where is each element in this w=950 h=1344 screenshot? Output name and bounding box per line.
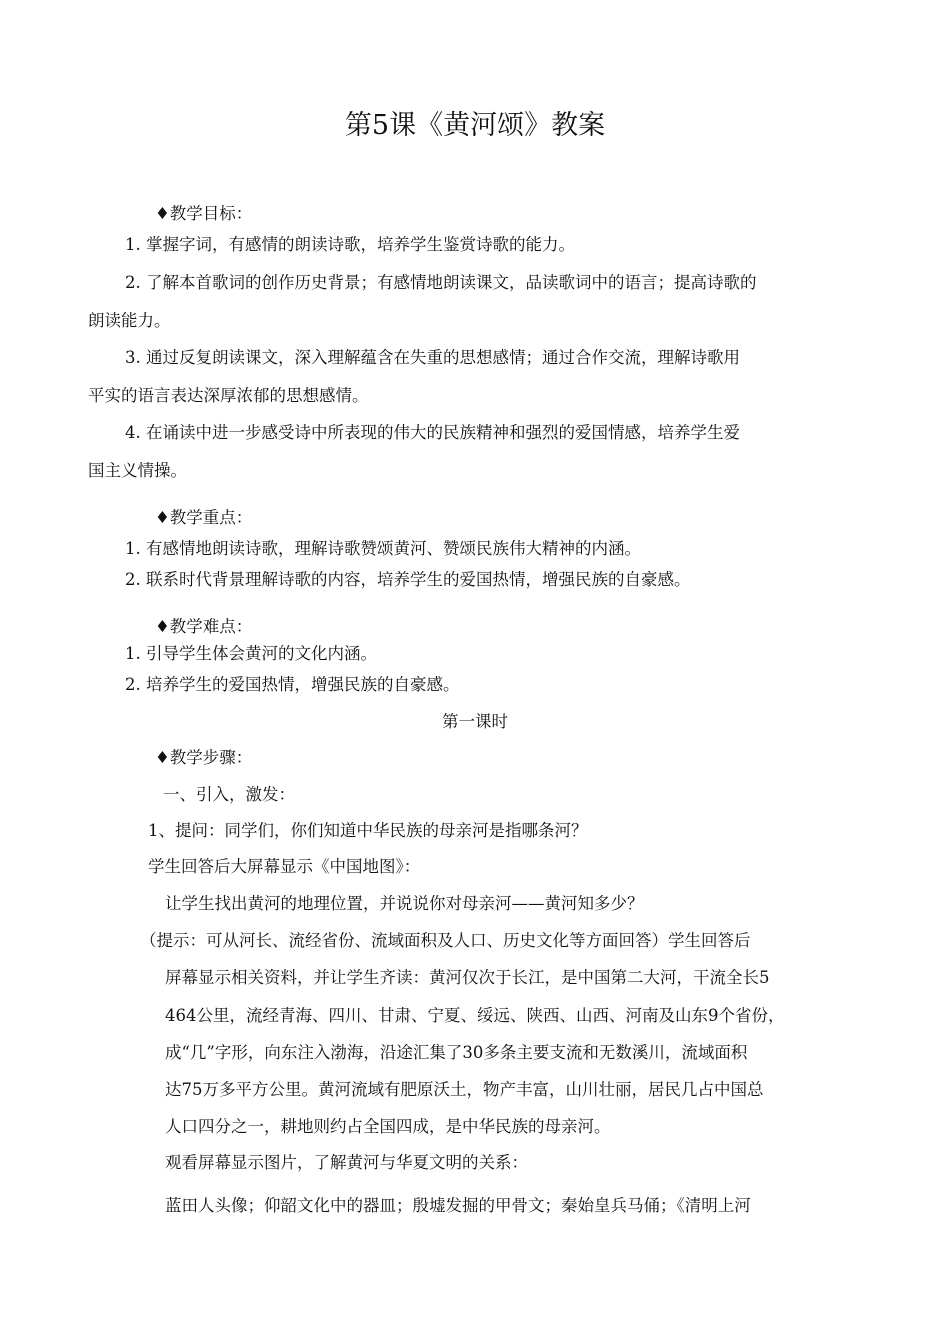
goal-1: 1. 掌握字词，有感情的朗读诗歌，培养学生鉴赏诗歌的能力。 bbox=[125, 235, 575, 254]
goal-4-line-2: 国主义情操。 bbox=[88, 461, 187, 480]
hint-line-4: 成“几”字形，向东注入渤海，沿途汇集了30多条主要支流和无数溪川，流域面积 bbox=[165, 1043, 748, 1062]
hint-line-3: 464公里，流经青海、四川、甘肃、宁夏、绥远、陕西、山西、河南及山东9个省份， bbox=[165, 1006, 785, 1025]
question-1: 1、提问：同学们，你们知道中华民族的母亲河是指哪条河？ bbox=[148, 821, 588, 840]
images-list: 蓝田人头像；仰韶文化中的器皿；殷墟发掘的甲骨文；秦始皇兵马俑；《清明上河 bbox=[165, 1196, 751, 1215]
difficulty-2: 2. 培养学生的爱国热情，增强民族的自豪感。 bbox=[125, 675, 460, 694]
hint-line-1: （提示：可从河长、流经省份、流域面积及人口、历史文化等方面回答）学生回答后 bbox=[140, 931, 751, 950]
key-points-heading: ♦教学重点： bbox=[155, 508, 253, 527]
hint-line-2: 屏幕显示相关资料，并让学生齐读：黄河仅次于长江，是中国第二大河，干流全长5 bbox=[165, 968, 770, 987]
goal-3-line-2: 平实的语言表达深厚浓郁的思想感情。 bbox=[88, 386, 369, 405]
watch-instruction: 观看屏幕显示图片，了解黄河与华夏文明的关系： bbox=[165, 1153, 528, 1172]
difficulties-heading: ♦教学难点： bbox=[155, 617, 253, 636]
difficulty-1: 1. 引导学生体会黄河的文化内涵。 bbox=[125, 644, 377, 663]
lesson-title: 第一课时 bbox=[442, 712, 508, 731]
goals-heading: ♦教学目标： bbox=[155, 204, 253, 223]
document-title: 第5课《黄河颂》教案 bbox=[344, 110, 606, 141]
steps-heading: ♦教学步骤： bbox=[155, 748, 253, 767]
question-1-after: 学生回答后大屏幕显示《中国地图》： bbox=[148, 857, 421, 876]
section-1-heading: 一、引入，激发： bbox=[163, 785, 295, 804]
goal-4-line-1: 4. 在诵读中进一步感受诗中所表现的伟大的民族精神和强烈的爱国情感，培养学生爱 bbox=[125, 423, 740, 442]
key-point-2: 2. 联系时代背景理解诗歌的内容，培养学生的爱国热情，增强民族的自豪感。 bbox=[125, 570, 691, 589]
key-point-1: 1. 有感情地朗读诗歌，理解诗歌赞颂黄河、赞颂民族伟大精神的内涵。 bbox=[125, 539, 641, 558]
find-instruction: 让学生找出黄河的地理位置，并说说你对母亲河——黄河知多少？ bbox=[165, 894, 644, 913]
hint-line-6: 人口四分之一，耕地则约占全国四成，是中华民族的母亲河。 bbox=[165, 1117, 611, 1136]
goal-3-line-1: 3. 通过反复朗读课文，深入理解蕴含在失重的思想感情；通过合作交流，理解诗歌用 bbox=[125, 348, 740, 367]
goal-2-line-1: 2. 了解本首歌词的创作历史背景；有感情地朗读课文，品读歌词中的语言；提高诗歌的 bbox=[125, 273, 757, 292]
hint-line-5: 达75万多平方公里。黄河流域有肥原沃土，物产丰富，山川壮丽，居民几占中国总 bbox=[165, 1080, 764, 1099]
goal-2-line-2: 朗读能力。 bbox=[88, 311, 171, 330]
